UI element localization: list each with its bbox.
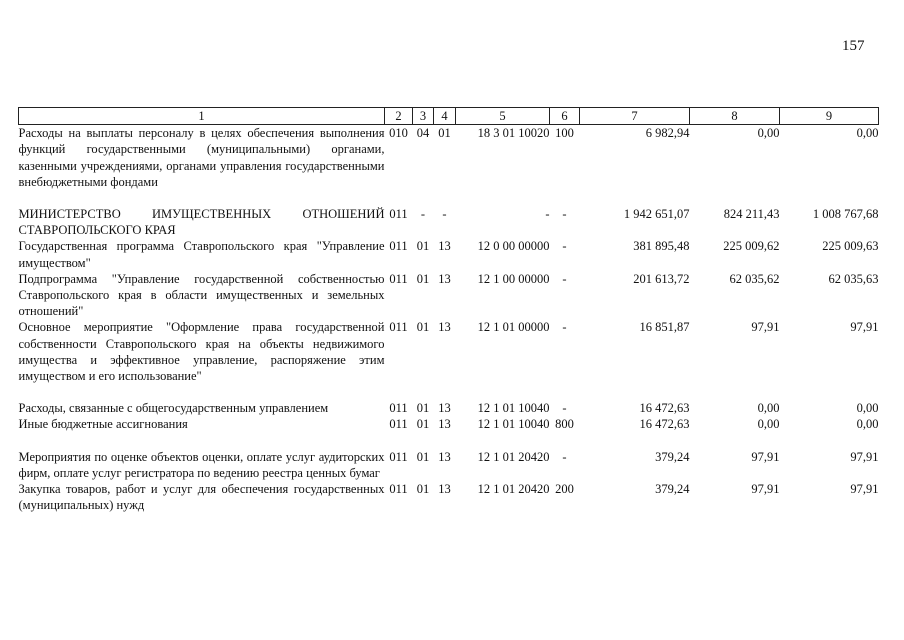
row-code-section: 01 — [416, 449, 430, 464]
row-amount-8: 97,91 — [751, 320, 780, 335]
row-spacer-cell — [19, 433, 879, 449]
row-code-subsection: 13 — [438, 482, 451, 497]
row-code-ministry: 010 — [389, 126, 408, 141]
table-row — [19, 271, 879, 320]
table-header-row — [19, 108, 879, 125]
row-code-section: 01 — [416, 482, 430, 497]
row-code-expense-type: - — [562, 401, 567, 416]
row-amount-7: 16 851,87 — [639, 320, 690, 335]
table-row — [19, 481, 879, 513]
row-description: Основное мероприятие "Оформление права государственной собственности Ставропольского края на объекты недвижимого имущества и эффективное управление, распоряжение этим имуществом и его использование" — [18, 320, 385, 384]
row-amount-9: 225 009,63 — [822, 239, 879, 254]
row-code-subsection: 13 — [438, 320, 451, 335]
table-row — [19, 416, 879, 432]
row-amount-9: 62 035,63 — [828, 271, 879, 286]
row-code-subsection: 01 — [438, 126, 451, 141]
row-code-expense-type: 100 — [555, 126, 574, 141]
row-amount-8: 0,00 — [757, 417, 780, 432]
column-header: 6 — [550, 108, 580, 125]
row-amount-7: 201 613,72 — [633, 271, 690, 286]
row-amount-7: 379,24 — [655, 449, 690, 464]
column-header: 3 — [413, 108, 434, 125]
column-header: 7 — [580, 108, 690, 125]
row-amount-8: 824 211,43 — [723, 207, 780, 222]
row-code-ministry: 011 — [389, 401, 408, 416]
row-code-section: 01 — [416, 320, 430, 335]
row-code-subsection: 13 — [438, 239, 451, 254]
row-spacer — [19, 433, 879, 449]
row-code-ministry: 011 — [389, 417, 408, 432]
row-amount-7: 381 895,48 — [633, 239, 690, 254]
row-amount-8: 97,91 — [751, 449, 780, 464]
row-code-target: 12 1 01 10040 — [477, 417, 550, 432]
row-code-target: 18 3 01 10020 — [477, 126, 550, 141]
row-amount-9: 97,91 — [850, 482, 879, 497]
table-row — [19, 125, 879, 190]
row-code-section: 01 — [416, 271, 430, 286]
row-code-expense-type: - — [562, 207, 567, 222]
row-amount-8: 225 009,62 — [723, 239, 780, 254]
row-amount-8: 0,00 — [757, 126, 780, 141]
row-code-expense-type: - — [562, 239, 567, 254]
row-code-subsection: 13 — [438, 271, 451, 286]
row-amount-7: 6 982,94 — [645, 126, 690, 141]
row-description: Государственная программа Ставропольского края "Управление имуществом" — [18, 239, 385, 270]
row-code-section: 04 — [416, 126, 430, 141]
row-code-subsection: 13 — [438, 417, 451, 432]
row-amount-9: 97,91 — [850, 449, 879, 464]
row-code-subsection: - — [442, 207, 447, 222]
row-amount-8: 0,00 — [757, 401, 780, 416]
page-number: 157 — [842, 38, 865, 54]
row-code-expense-type: 800 — [555, 417, 574, 432]
row-code-subsection: 13 — [438, 401, 451, 416]
table-row — [19, 238, 879, 270]
row-code-ministry: 011 — [389, 320, 408, 335]
row-amount-8: 62 035,62 — [729, 271, 780, 286]
row-code-ministry: 011 — [389, 482, 408, 497]
row-description: МИНИСТЕРСТВО ИМУЩЕСТВЕННЫХ ОТНОШЕНИЙ СТАВРОПОЛЬСКОГО КРАЯ — [18, 207, 385, 238]
row-amount-7: 16 472,63 — [639, 417, 690, 432]
row-spacer — [19, 384, 879, 400]
column-header: 2 — [385, 108, 413, 125]
row-code-ministry: 011 — [389, 207, 408, 222]
row-code-target: 12 1 01 20420 — [477, 449, 550, 464]
row-code-section: 01 — [416, 239, 430, 254]
row-amount-7: 379,24 — [655, 482, 690, 497]
row-code-ministry: 011 — [389, 271, 408, 286]
row-amount-8: 97,91 — [751, 482, 780, 497]
row-code-expense-type: - — [562, 271, 567, 286]
row-amount-9: 0,00 — [856, 401, 879, 416]
row-code-subsection: 13 — [438, 449, 451, 464]
column-header: 1 — [19, 108, 385, 125]
row-code-section: 01 — [416, 417, 430, 432]
row-code-expense-type: 200 — [555, 482, 574, 497]
budget-table — [18, 107, 879, 513]
column-header: 8 — [690, 108, 780, 125]
column-header: 9 — [780, 108, 879, 125]
row-code-target: 12 1 01 00000 — [477, 320, 550, 335]
row-description: Расходы на выплаты персоналу в целях обеспечения выполнения функций государственными (муниципальными) органами, казенными учреждениями, органами управления государственными внебюджетными фондами — [18, 126, 385, 189]
table-row — [19, 319, 879, 384]
column-header: 4 — [434, 108, 456, 125]
row-amount-7: 1 942 651,07 — [623, 207, 690, 222]
row-code-ministry: 011 — [389, 449, 408, 464]
row-code-expense-type: - — [562, 449, 567, 464]
row-amount-9: 0,00 — [856, 417, 879, 432]
row-code-section: - — [420, 207, 426, 222]
row-spacer-cell — [19, 190, 879, 206]
table-body — [19, 125, 879, 514]
row-description: Мероприятия по оценке объектов оценки, оплате услуг аудиторских фирм, оплате услуг регистратора по ведению реестра ценных бумаг — [18, 449, 385, 480]
row-spacer-cell — [19, 384, 879, 400]
table-row — [19, 206, 879, 238]
row-amount-9: 1 008 767,68 — [812, 207, 879, 222]
row-description: Подпрограмма "Управление государственной собственностью Ставропольского края в области имущественных и земельных отношений" — [18, 271, 385, 319]
row-code-target: 12 1 00 00000 — [477, 271, 550, 286]
row-code-ministry: 011 — [389, 239, 408, 254]
row-code-target: 12 1 01 20420 — [477, 482, 550, 497]
row-spacer — [19, 190, 879, 206]
row-code-expense-type: - — [562, 320, 567, 335]
table-row — [19, 449, 879, 481]
row-amount-9: 0,00 — [856, 126, 879, 141]
row-description: Иные бюджетные ассигнования — [18, 417, 188, 432]
row-code-target: 12 0 00 00000 — [477, 239, 550, 254]
row-code-section: 01 — [416, 401, 430, 416]
row-description: Расходы, связанные с общегосударственным управлением — [18, 401, 329, 416]
row-code-target: - — [545, 207, 550, 222]
row-code-target: 12 1 01 10040 — [477, 401, 550, 416]
table-row — [19, 400, 879, 416]
column-header: 5 — [456, 108, 550, 125]
row-amount-9: 97,91 — [850, 320, 879, 335]
row-amount-7: 16 472,63 — [639, 401, 690, 416]
row-description: Закупка товаров, работ и услуг для обеспечения государственных (муниципальных) нужд — [18, 482, 385, 513]
